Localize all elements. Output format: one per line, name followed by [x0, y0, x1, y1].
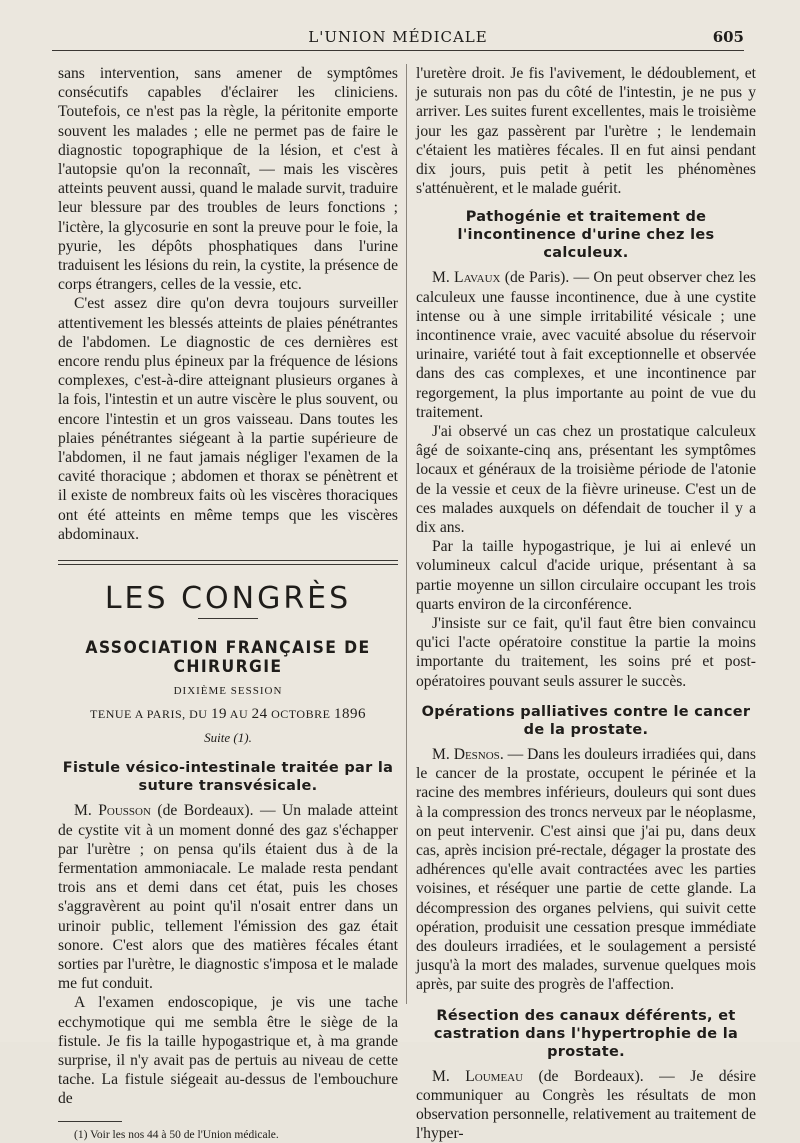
- date-year: 1896: [333, 705, 366, 722]
- article-heading-resection: Résection des canaux déférents, et castration dans l'hypertrophie de la prostate.: [433, 1007, 739, 1060]
- paragraph: [416, 1067, 756, 1143]
- author-name: M. Loumeau: [432, 1067, 524, 1085]
- suite-note: Suite (1).: [204, 730, 252, 746]
- footnote: (1) Voir les nos 44 à 50 de l'Union médicale.: [74, 1128, 279, 1141]
- page-number: 605: [712, 28, 744, 46]
- association-title: ASSOCIATION FRANÇAISE DE CHIRURGIE: [85, 638, 371, 678]
- left-column: [58, 64, 398, 1142]
- author-name: M. Desnos: [432, 745, 500, 763]
- author-name: M. Pousson: [74, 802, 151, 820]
- running-header: [52, 24, 744, 51]
- article-heading-pathogenie: Pathogénie et traitement de l'incontinence d'urine chez les calculeux.: [457, 209, 715, 262]
- author-name: M. Lavaux: [432, 269, 501, 287]
- paragraph: A l'examen endoscopique, je vis une tache ecchymotique qui me sembla être le siège de la fistule. Je fis la taille hypogastrique et, à ma grande surprise, il n'y avait pas de pertuis au niveau de cette tache. La fistule siégeait au-dessus de l'embouchure de: [58, 994, 398, 1108]
- date-start: 19: [210, 705, 227, 722]
- paragraph-text: (de Paris). — On peut observer chez les calculeux une fausse incontinence, due à une cystite intense ou à une simple irritabilité vésicale ; une incontinence vraie, avec vacuité absolue du réservoir urinaire, variété tout à fait exceptionnelle et observée dans des cas complexes, et une incontinence par regorgement, la plus importante au point de vue du traitement.: [416, 269, 756, 421]
- paragraph: J'insiste sur ce fait, qu'il faut être bien convaincu qu'ici l'acte opératoire constitue la partie la moins importante du traitement, les soins pré et post-opératoires pouvant seuls assurer le succès.: [416, 615, 756, 690]
- paragraph: [416, 745, 756, 995]
- session-label: DIXIÈME SESSION: [173, 684, 283, 697]
- paragraph: [58, 801, 398, 993]
- footnote-rule: [58, 1121, 122, 1122]
- congres-heading: LES CONGRÈS: [104, 581, 352, 617]
- date-end: 24: [251, 705, 268, 722]
- paragraph: C'est assez dire qu'on devra toujours surveiller attentivement les blessés atteints de plaies pénétrantes de l'abdomen. Le diagnostic de ces dernières est encore rendu plus épineux par la fréquence de lésions complexes, c'est-à-dire atteignant plusieurs organes à la fois, l'intestin et un autre viscère le plus souvent, ou encore l'intestin et un gros vaisseau. Dans toutes les plaies pénétrantes siégeant à la partie supérieure de l'abdomen, il ne faut jamais négliger l'examen de la cavité thoracique ; abdomen et thorax se pénètrent et il existe de nombreux faits où les viscères thoraciques ont été atteints en même temps que les viscères abdominaux.: [58, 295, 398, 543]
- column-divider: [406, 64, 407, 1004]
- section-divider: [58, 560, 398, 565]
- paragraph-text: (de Bordeaux). — Un malade atteint de cystite vit à un moment donné des gaz s'échapper par l'urètre ; on pensa qu'ils étaient dus à de la fermentation ammoniacale. Le malade resta pendant trois ans et demi dans cet état, puis les choses s'aggravèrent au point qu'il n'osait entrer dans un urinoir public, tellement l'émission des gaz était sonore. C'est alors que des matières fécales étant sorties par l'urètre, le diagnostic s'imposa et le malade me fut conduit.: [58, 802, 398, 993]
- paragraph: J'ai observé un cas chez un prostatique calculeux âgé de soixante-cinq ans, présentant les symptômes locaux et généraux de la troisième période de l'atonie de la vessie et ceux de la fièvre urineuse. C'est un de ces malades auxquels on défendait de toucher il y a dix ans.: [416, 423, 756, 537]
- right-column: [416, 64, 756, 1143]
- article-heading-fistule: Fistule vésico-intestinale traitée par la suture transvésicale.: [62, 760, 394, 795]
- dates-month: OCTOBRE: [267, 706, 334, 721]
- paragraph: [416, 268, 756, 422]
- paragraph: sans intervention, sans amener de symptômes consécutifs capables d'éclairer les cliniciens. Toutefois, ce n'est pas la règle, la péritonite emporte souvent les malades ; elle ne permet pas de faire le diagnostic topographique de la lésion, et c'est à l'autopsie qu'on la reconnaît, — mais les viscères atteints peuvent aussi, quand le malade survit, traduire leur blessure par des troubles de leurs fonctions ; l'ictère, la glycosurie en sont la preuve pour le foie, la pyurie, les dépôts phosphatiques dans l'urine traduisent les lésions du rein, la cystite, la présence de corps étrangers, celles de la vessie, etc.: [58, 65, 398, 294]
- paragraph: l'uretère droit. Je fis l'avivement, le dédoublement, et je suturais non pas du côté de l'intestin, je ne pus y arriver. Les suites furent excellentes, mais le troisième jour les gaz passèrent par l'urètre ; le lendemain c'étaient les matières fécales. Il en fut ainsi pendant dix jours, puis petit à petit les phénomènes s'atténuèrent, et le malade guérit.: [416, 65, 756, 198]
- paragraph: Par la taille hypogastrique, je lui ai enlevé un volumineux calcul d'acide urique, présentant à sa partie moyenne un sillon circulaire occupant les trois quarts environ de la circonférence.: [416, 538, 756, 613]
- journal-title: L'UNION MÉDICALE: [308, 28, 488, 46]
- dates-au: AU: [226, 706, 252, 721]
- article-heading-operations: Opérations palliatives contre le cancer de la prostate.: [421, 703, 751, 738]
- paragraph-text: . — Dans les douleurs irradiées qui, dans le cancer de la prostate, occupent le périnée et la racine des membres inférieurs, douleurs qui sont dues à la compression des troncs nerveux par le néoplasme, on peut intervenir. C'est ainsi que j'ai pu, dans deux cas, après incision pré-rectale, dégager la prostate des adhérences qu'elle avait contractées avec les parties voisines, et réséquer une partie de cette glande. La décompression des organes pelviens, qui suivit cette opération, produisit une cessation presque immédiate des douleurs irradiées, et le soulagement a persisté jusqu'à la mort des malades, survenue quelques mois après, par suite des progrès de l'affection.: [416, 745, 756, 994]
- paragraph-text: (de Bordeaux). — Je désire communiquer au Congrès les résultats de mon observation personnelle, relativement au traitement de l'hyper-: [416, 1067, 756, 1143]
- session-dates: [58, 705, 398, 724]
- dates-prefix: TENUE A PARIS, DU: [90, 706, 211, 721]
- short-rule: [198, 618, 258, 619]
